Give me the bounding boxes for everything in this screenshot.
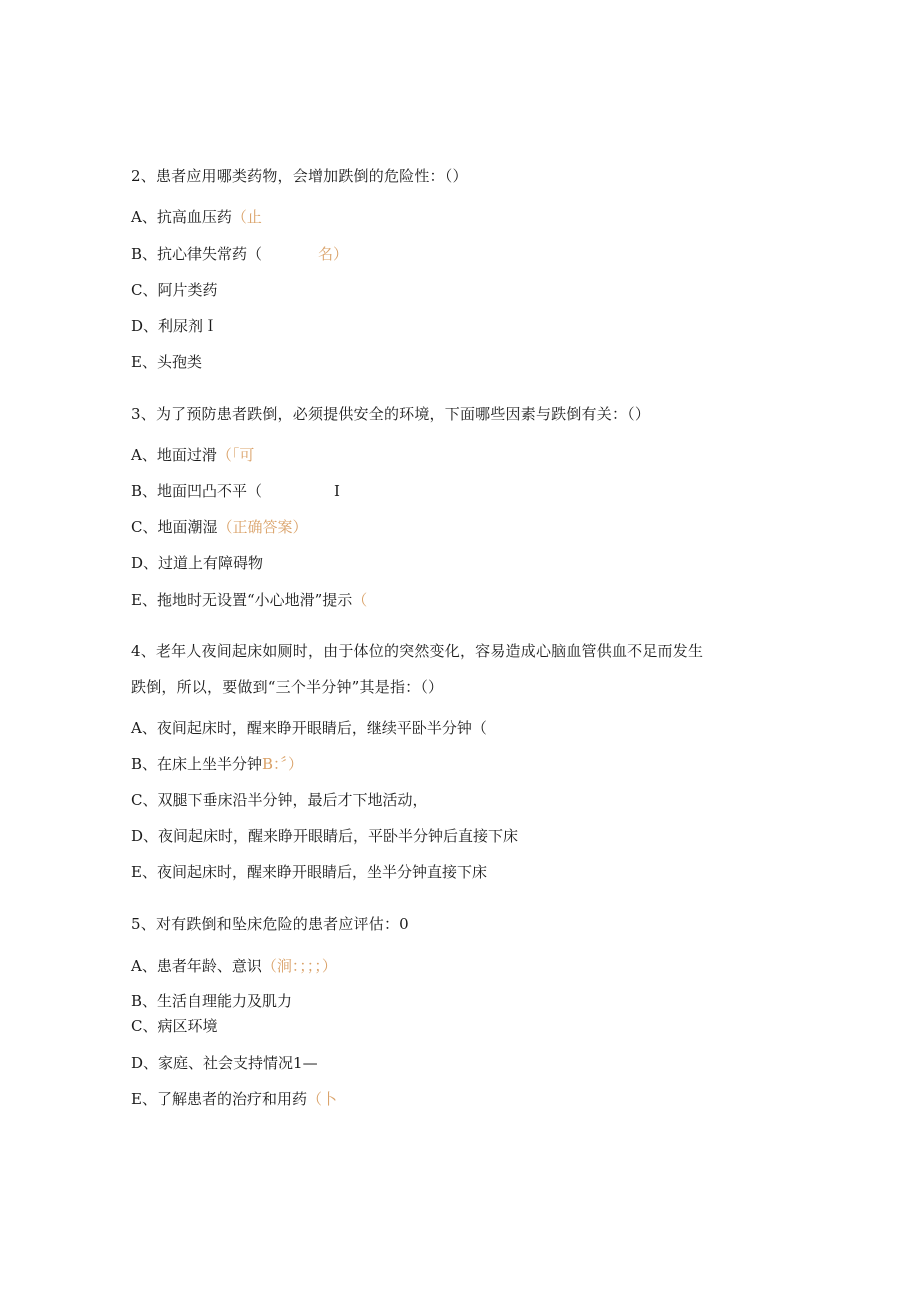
question-3-option-c	[131, 517, 308, 537]
question-4-option-d: D、夜间起床时，醒来睁开眼睛后，平卧半分钟后直接下床	[131, 827, 519, 845]
option-text: E、了解患者的治疗和用药	[131, 1090, 307, 1108]
question-4-option-e: E、夜间起床时，醒来睁开眼睛后，坐半分钟直接下床	[131, 863, 487, 881]
option-annotation: （	[352, 591, 368, 609]
option-text: B、在床上坐半分钟	[131, 755, 263, 773]
question-2-option-d: D、利尿剂Ｉ	[131, 317, 219, 335]
question-2-option-c: C、阿片类药	[131, 281, 218, 299]
question-2-option-a	[131, 207, 262, 227]
option-annotation: （涧：；；；）	[261, 957, 337, 975]
question-5-title: 5、对有跌倒和坠床危险的患者应评估：0	[131, 915, 409, 933]
option-annotation: （卜	[306, 1090, 337, 1108]
question-5-option-e	[131, 1089, 337, 1109]
question-4-option-a: A、夜间起床时，醒来睁开眼睛后，继续平卧半分钟（	[131, 719, 487, 737]
question-4-option-b	[131, 754, 303, 774]
question-3-option-d: D、过道上有障碍物	[131, 554, 264, 572]
option-tail: I	[334, 482, 340, 500]
question-2-option-b	[131, 244, 348, 264]
question-3-option-b	[131, 481, 340, 501]
question-4-title-line-2: 跌倒，所以，要做到“三个半分钟”其是指：（）	[131, 678, 444, 696]
question-4-option-c: C、双腿下垂床沿半分钟，最后才下地活动，	[131, 791, 428, 809]
option-text: B、抗心律失常药（	[131, 245, 263, 263]
question-5-option-a	[131, 956, 337, 976]
option-annotation: （「可	[216, 446, 255, 464]
option-text: B、地面凹凸不平（	[131, 482, 263, 500]
option-text: A、地面过滑	[131, 446, 217, 464]
option-annotation: 名）	[318, 245, 349, 263]
question-4-title-line-1: 4、老年人夜间起床如厕时，由于体位的突然变化，容易造成心脑血管供血不足而发生	[131, 642, 704, 660]
question-3-option-e	[131, 590, 367, 610]
question-2-option-e: E、头孢类	[131, 353, 202, 371]
question-3-title: 3、为了预防患者跌倒，必须提供安全的环境，下面哪些因素与跌倒有关：（）	[131, 405, 651, 423]
question-2-title: 2、患者应用哪类药物，会增加跌倒的危险性：（）	[131, 167, 468, 185]
question-5-option-d: D、家庭、社会支持情况1—	[131, 1054, 318, 1072]
option-annotation: B：〞）	[262, 755, 304, 773]
option-text: A、抗高血压药	[131, 208, 232, 226]
question-5-option-b: B、生活自理能力及肌力	[131, 992, 293, 1010]
option-text: E、拖地时无设置“小心地滑”提示	[131, 591, 353, 609]
option-text: C、地面潮湿	[131, 518, 218, 536]
question-3-option-a	[131, 445, 254, 465]
option-annotation: （止	[231, 208, 262, 226]
option-annotation: （正确答案）	[217, 518, 308, 536]
question-5-option-c: C、病区环境	[131, 1017, 218, 1035]
option-text: A、患者年龄、意识	[131, 957, 262, 975]
